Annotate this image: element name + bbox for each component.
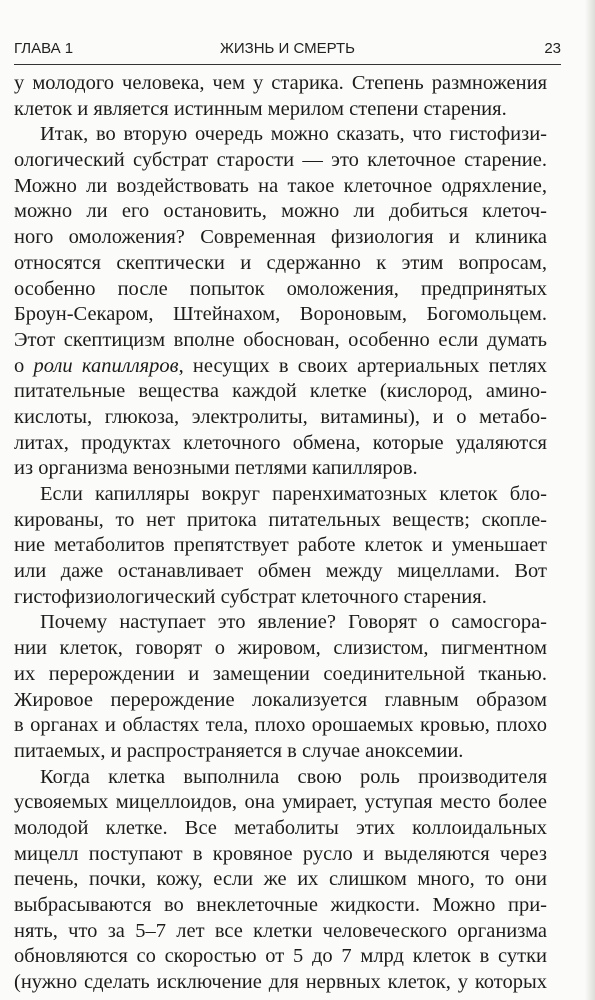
- text-line: Можно ли воздействовать на такое клеточное одряхление,: [14, 174, 547, 197]
- body-text: [14, 71, 547, 996]
- text-line: особенно после попыток омоложения, предпринятых: [14, 277, 547, 300]
- text-line: литах, продуктах клеточного обмена, которые удаляются: [14, 431, 547, 454]
- text-line: их перерождении и замещении соединительной тканью.: [14, 662, 547, 685]
- text-line: относятся скептически и сдержанно к этим вопросам,: [14, 251, 547, 274]
- text-line: (нужно сделать исключение для нервных клеток, у которых: [14, 971, 547, 994]
- text-line: Почему наступает это явление? Говорят о самосгора-: [40, 611, 547, 634]
- text-line: мицелл поступают в кровяное русло и выделяются через: [14, 842, 547, 865]
- italic-phrase: роли капилляров: [33, 354, 179, 377]
- text-line: ологический субстрат старости — это клеточное старение.: [14, 149, 547, 172]
- text-line: нии клеток, говорят о жировом, слизистом, пигментном: [14, 637, 547, 660]
- text-line: усвояемых мицеллоидов, она умирает, уступая место более: [14, 791, 547, 814]
- text-line: Когда клетка выполнила свою роль производителя: [40, 765, 547, 788]
- text-line: обновляются со скоростью от 5 до 7 млрд клеток в сутки: [14, 945, 547, 968]
- text-line: из организма венозными петлями капилляров.: [14, 457, 418, 480]
- text-line: в органах и областях тела, плохо орошаемых кровью, плохо: [14, 714, 547, 737]
- text-line: у молодого человека, чем у старика. Степень размножения: [14, 72, 547, 94]
- text-line: о роли капилляров, несущих в своих артериальных петлях: [14, 354, 548, 377]
- text-line: питаемых, и распространяется в случае аноксемии.: [14, 739, 464, 762]
- text-line: Этот скептицизм вполне обоснован, особенно если думать: [14, 328, 547, 351]
- header-rule: [14, 64, 561, 65]
- running-header: [14, 40, 561, 62]
- text-line: кислоты, глюкоза, электролиты, витамины), и о метабо-: [14, 405, 547, 428]
- text-line: Жировое перерождение локализуется главным образом: [14, 688, 547, 711]
- running-title: ЖИЗНЬ И СМЕРТЬ: [220, 40, 355, 57]
- text-line: можно ли его остановить, можно ли добиться клеточ-: [14, 200, 547, 223]
- text-line: или даже останавливает обмен между мицеллами. Вот: [14, 560, 547, 583]
- text-line: ного омоложения? Современная физиология и клиника: [14, 226, 547, 249]
- page-number: 23: [544, 40, 561, 57]
- page-edge-shadow: [585, 0, 595, 1000]
- text-line: Броун-Секаром, Штейнахом, Вороновым, Богомольцем.: [14, 303, 547, 326]
- text-line: питательные вещества каждой клетке (кислород, амино-: [14, 380, 547, 403]
- text-line: Если капилляры вокруг паренхиматозных клеток бло-: [40, 483, 547, 505]
- text-line: нять, что за 5–7 лет все клетки человеческого организма: [14, 919, 547, 942]
- text-line: Итак, во вторую очередь можно сказать, что гистофизи-: [40, 123, 547, 146]
- text-line: печень, почки, кожу, если же их слишком много, то они: [14, 868, 547, 891]
- text-line: ние метаболитов препятствует работе клеток и уменьшает: [14, 534, 547, 557]
- text-line: выбрасываются во внеклеточные жидкости. Можно при-: [14, 894, 547, 916]
- text-line: молодой клетке. Все метаболиты этих коллоидальных: [14, 816, 547, 839]
- text-line: гистофизиологический субстрат клеточного старения.: [14, 585, 487, 608]
- chapter-label: ГЛАВА 1: [14, 40, 74, 57]
- text-line: кированы, то нет притока питательных веществ; скопле-: [14, 508, 547, 531]
- text-line: клеток и является истинным мерилом степени старения.: [14, 97, 507, 120]
